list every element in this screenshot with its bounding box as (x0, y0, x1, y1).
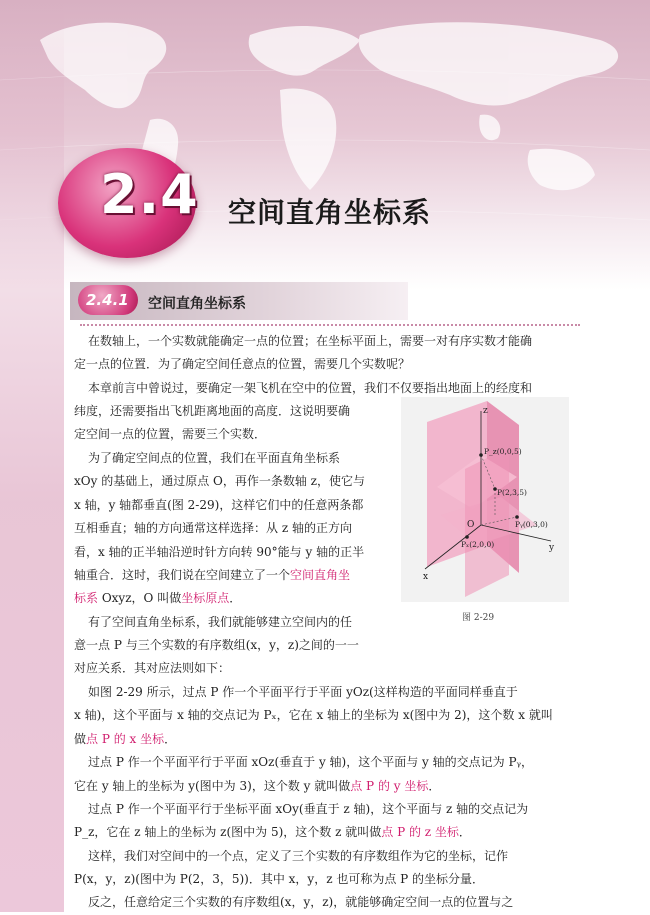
body-text: ． (164, 732, 177, 746)
body-line: 定空间一点的位置，需要三个实数． (74, 427, 267, 441)
origin-label: O (467, 520, 475, 530)
body-line (74, 821, 471, 845)
body-line (74, 564, 350, 588)
term-highlight: 点 P 的 x 坐标 (86, 732, 165, 746)
left-decoration-bar (0, 0, 64, 912)
body-line (74, 587, 241, 611)
axis-label-y: y (549, 543, 555, 553)
body-line: x 轴，y 轴都垂直(图 2-29)，这样它们中的任意两条都 (74, 498, 364, 512)
body-text: 轴重合．这时，我们说在空间建立了一个 (74, 568, 291, 582)
body-line (74, 775, 440, 799)
body-line: 在数轴上，一个实数就能确定一点的位置；在坐标平面上，需要一对有序实数才能确 (88, 334, 533, 348)
body-line: 如图 2-29 所示，过点 P 作一个平面平行于平面 yOz(这样构造的平面同样垂直于 (88, 685, 518, 699)
point-label-p: P(2,3,5) (497, 488, 527, 497)
body-line: 互相垂直；轴的方向通常这样选择：从 z 轴的正方向 (74, 521, 352, 535)
term-highlight: 空间直角坐 (290, 568, 351, 582)
body-line: 定一点的位置．为了确定空间任意点的位置，需要几个实数呢？ (74, 357, 411, 371)
term-highlight: 点 P 的 y 坐标 (350, 779, 429, 793)
body-text: ． (428, 779, 441, 793)
body-line: 有了空间直角坐标系，我们就能够建立空间内的任 (88, 615, 353, 629)
body-line: 纬度，还需要指出飞机距离地面的高度．这说明要确 (74, 404, 351, 418)
body-line: x 轴)，这个平面与 x 轴的交点记为 Pₓ，它在 x 轴上的坐标为 x(图中为 2)，这个数 x 就叫 (74, 708, 553, 722)
body-text: 它在 y 轴上的坐标为 y(图中为 3)，这个数 y 就叫做 (74, 779, 351, 793)
figure-caption: 图 2-29 (462, 613, 495, 623)
point-label-pz: P_z(0,0,5) (484, 447, 522, 456)
body-text: ． (458, 825, 471, 839)
term-highlight: 坐标原点 (181, 591, 230, 605)
body-line (74, 728, 176, 752)
section-number: 2.4 (100, 163, 199, 226)
coordinate-diagram (401, 397, 569, 602)
subsection-number: 2.4.1 (86, 291, 129, 309)
body-line: 这样，我们对空间中的一个点，定义了三个实数的有序数组作为它的坐标，记作 (88, 849, 509, 863)
body-line: 反之，任意给定三个实数的有序数组(x，y，z)，就能够确定空间一点的位置与之 (88, 895, 514, 909)
figure-2-29 (401, 397, 569, 602)
dotted-divider (80, 324, 580, 326)
body-line: 过点 P 作一个平面平行于平面 xOz(垂直于 y 轴)，这个平面与 y 轴的交点记为 Pᵧ， (88, 755, 534, 769)
body-text: P_z，它在 z 轴上的坐标为 z(图中为 5)，这个数 z 就叫做 (74, 825, 382, 839)
point-label-py: Pᵧ(0,3,0) (515, 520, 548, 529)
subsection-title: 空间直角坐标系 (148, 296, 246, 312)
axis-label-x: x (423, 572, 429, 582)
section-title: 空间直角坐标系 (228, 196, 432, 229)
body-line: 对应关系．其对应法则如下： (74, 661, 231, 675)
body-text: Oxyz，O 叫做 (98, 591, 182, 605)
body-line: 过点 P 作一个平面平行于坐标平面 xOy(垂直于 z 轴)，这个平面与 z 轴的交点记为 (88, 802, 529, 816)
body-text: ． (229, 591, 242, 605)
body-line: xOy 的基础上，通过原点 O，再作一条数轴 z，使它与 (74, 474, 365, 488)
body-line: P(x，y，z)(图中为 P(2，3，5))．其中 x，y，z 也可称为点 P 的坐标分量． (74, 872, 485, 886)
body-line: 本章前言中曾说过，要确定一架飞机在空中的位置，我们不仅要指出地面上的经度和 (88, 381, 533, 395)
body-line: 意一点 P 与三个实数的有序数组(x，y，z)之间的一一 (74, 638, 359, 652)
body-line: 看，x 轴的正半轴沿逆时针方向转 90°能与 y 轴的正半 (74, 545, 365, 559)
body-text: 做 (74, 732, 87, 746)
axis-label-z: z (483, 406, 488, 416)
term-highlight: 点 P 的 z 坐标 (381, 825, 459, 839)
point-label-px: Pₓ(2,0,0) (461, 540, 495, 549)
term-highlight: 标系 (74, 591, 99, 605)
body-line: 为了确定空间点的位置，我们在平面直角坐标系 (88, 451, 341, 465)
